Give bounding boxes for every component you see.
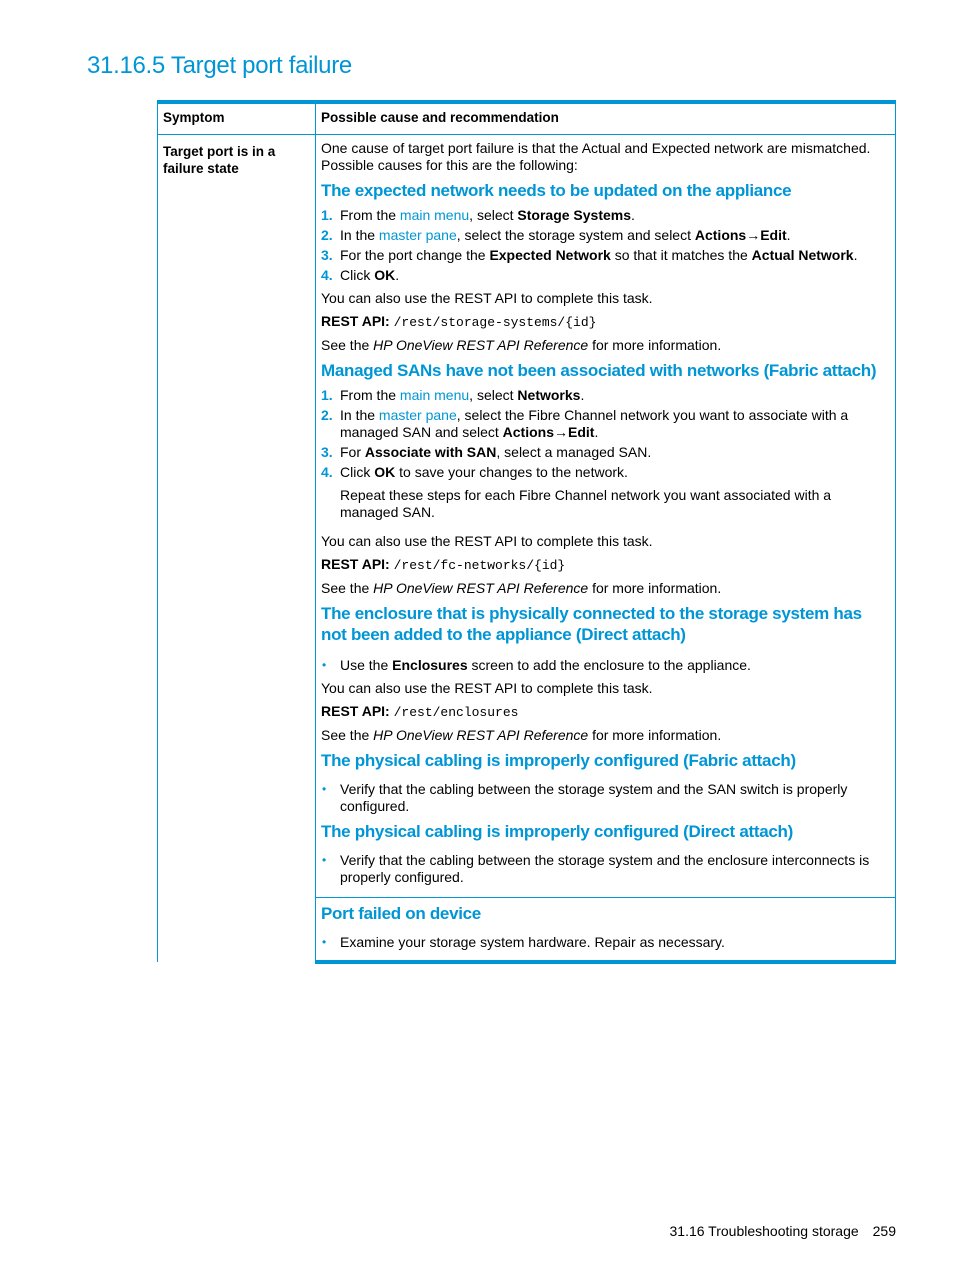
rest-path: /rest/fc-networks/{id}	[393, 558, 566, 573]
bullet-icon: •	[322, 853, 327, 867]
table-row	[158, 135, 896, 898]
step-number: 4.	[321, 464, 333, 480]
see-reference-text: See the HP OneView REST API Reference for more information.	[321, 337, 722, 353]
bullet-list	[321, 852, 890, 886]
section-heading-port-failed: Port failed on device	[321, 904, 481, 923]
step-item: 4. Click OK to save your changes to the network.	[321, 464, 628, 480]
also-rest-text: You can also use the REST API to complete this task.	[321, 290, 653, 306]
main-menu-link[interactable]: main menu	[399, 207, 470, 223]
step-number: 1.	[321, 387, 333, 403]
rest-path: /rest/storage-systems/{id}	[393, 315, 597, 330]
see-reference-text: See the HP OneView REST API Reference for more information.	[321, 580, 722, 596]
master-pane-link[interactable]: master pane	[378, 407, 457, 423]
steps-list	[321, 207, 890, 284]
symptom-cell: Target port is in a failure state	[158, 135, 316, 963]
see-reference-text: See the HP OneView REST API Reference for more information.	[321, 727, 722, 743]
page-number: 259	[872, 1223, 896, 1239]
bullet-item: • Verify that the cabling between the storage system and the SAN switch is properly configured.	[322, 781, 848, 814]
section-heading-managed-sans: Managed SANs have not been associated with networks (Fabric attach)	[321, 361, 877, 380]
step-item: 1. From the main menu, select Storage Systems.	[321, 207, 635, 223]
bullet-item: • Examine your storage system hardware. Repair as necessary.	[322, 934, 725, 950]
table-header-row	[158, 102, 896, 135]
bullet-item: • Use the Enclosures screen to add the enclosure to the appliance.	[322, 657, 751, 673]
troubleshooting-table	[157, 100, 896, 964]
cause-cell	[316, 135, 896, 898]
footer-section: 31.16 Troubleshooting storage	[669, 1223, 859, 1239]
bullet-item: • Verify that the cabling between the storage system and the enclosure interconnects is properly configured.	[322, 852, 870, 885]
section-heading-enclosure: The enclosure that is physically connected to the storage system has not been added to the appliance (Direct attach)	[321, 604, 862, 644]
also-rest-text: You can also use the REST API to complete this task.	[321, 533, 653, 549]
step-item: 3. For Associate with SAN, select a managed SAN.	[321, 444, 652, 460]
step-number: 3.	[321, 444, 333, 460]
page-footer	[670, 1223, 897, 1239]
rest-api-line: REST API: /rest/enclosures	[321, 703, 519, 720]
step-item: 3. For the port change the Expected Network so that it matches the Actual Network.	[321, 247, 858, 263]
bullet-icon: •	[322, 782, 327, 796]
bullet-list	[321, 934, 890, 951]
step-item: 2. In the master pane, select the storage system and select Actions→Edit.	[321, 227, 791, 243]
section-heading-cabling-fabric: The physical cabling is improperly configured (Fabric attach)	[321, 751, 796, 770]
rest-path: /rest/enclosures	[393, 705, 519, 720]
section-heading-cabling-direct: The physical cabling is improperly configured (Direct attach)	[321, 822, 793, 841]
step-number: 2.	[321, 227, 333, 243]
step-number: 2.	[321, 407, 333, 423]
step-item: 4. Click OK.	[321, 267, 400, 283]
step-number: 1.	[321, 207, 333, 223]
step-item: 2. In the master pane, select the Fibre Channel network you want to associate with a managed SAN and select Actions→Edit.	[321, 407, 849, 440]
page-title: 31.16.5 Target port failure	[87, 52, 352, 79]
step-item: 1. From the main menu, select Networks.	[321, 387, 585, 403]
rest-api-line: REST API: /rest/fc-networks/{id}	[321, 556, 566, 573]
intro-text: One cause of target port failure is that the Actual and Expected network are mismatched. Possible causes for this are the following:	[321, 140, 871, 173]
header-cause: Possible cause and recommendation	[316, 102, 896, 135]
repeat-note: Repeat these steps for each Fibre Channel network you want associated with a managed SAN.	[340, 487, 832, 520]
master-pane-link[interactable]: master pane	[378, 227, 457, 243]
rest-api-line: REST API: /rest/storage-systems/{id}	[321, 313, 597, 330]
header-symptom: Symptom	[158, 102, 316, 135]
step-number: 3.	[321, 247, 333, 263]
bullet-icon: •	[322, 658, 327, 672]
bullet-list	[321, 781, 890, 815]
steps-list	[321, 387, 890, 481]
step-number: 4.	[321, 267, 333, 283]
also-rest-text: You can also use the REST API to complete this task.	[321, 680, 653, 696]
cause-cell	[316, 898, 896, 963]
main-menu-link[interactable]: main menu	[399, 387, 470, 403]
bullet-icon: •	[322, 935, 327, 949]
section-heading-expected-network: The expected network needs to be updated on the appliance	[321, 181, 792, 200]
bullet-list	[321, 657, 890, 674]
